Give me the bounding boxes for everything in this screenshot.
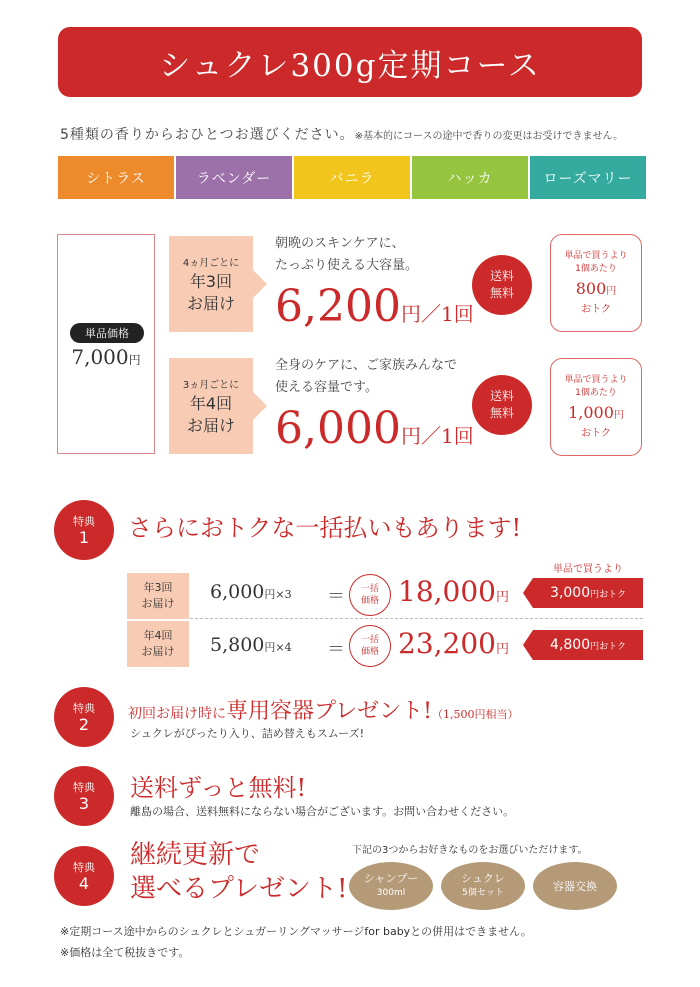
perk-3-badge: 特典 3	[54, 766, 114, 826]
plan-2-description: 全身のケアに、ご家族みんなで 使える容量です。	[275, 358, 458, 395]
intro-main: 5種類の香りからおひとつお選びください。	[60, 127, 355, 143]
lump-row-1-label: 年3回 お届け	[127, 573, 189, 619]
gift-sucre-set[interactable]: シュクレ 5個セット	[441, 862, 525, 910]
plan-1-description: 朝晩のスキンケアに、 たっぷり使える大容量。	[275, 236, 419, 273]
perk-2-subtext: シュクレがぴったり入り、詰め替えもスムーズ!	[130, 727, 365, 740]
lump-row-1-total: 18,000円	[398, 575, 509, 608]
plan-2-freq-small: 3ヵ月ごとに	[182, 379, 240, 391]
intro-text	[60, 124, 623, 144]
plan-1-freq-small: 4ヵ月ごとに	[182, 257, 240, 269]
plan-2-savings-box: 単品で買うより 1個あたり 1,000円 おトク	[550, 358, 642, 456]
gift-intro: 下記の3つからお好きなものをお選びいただけます。	[352, 845, 588, 856]
lump-row-1-equals: ＝	[327, 586, 345, 607]
lump-row-1-unit-price: 6,000円×3	[210, 581, 292, 603]
perk-3-subtext: 離島の場合、送料無料にならない場合がございます。お問い合わせください。	[130, 805, 515, 818]
plan-1-savings-box: 単品で買うより 1個あたり 800円 おトク	[550, 234, 642, 332]
footer-note-2: ※価格は全て税抜きです。	[60, 946, 190, 959]
lump-row-1-savings: 3,000 円おトク	[533, 578, 643, 608]
lump-sum-note: 単品で買うより	[553, 564, 623, 575]
single-price-box	[57, 234, 155, 454]
scent-vanilla[interactable]: バニラ	[294, 156, 410, 199]
lump-row-2-circle: 一括 価格	[349, 625, 391, 667]
perk-2-title: 初回お届け時に専用容器プレゼント!（1,500円相当）	[128, 699, 519, 724]
perk-2-badge: 特典 2	[54, 687, 114, 747]
plan-2-free-shipping-badge: 送料 無料	[472, 375, 532, 435]
plan-1-free-shipping-badge: 送料 無料	[472, 255, 532, 315]
plan-2-freq-line2: お届け	[186, 415, 235, 435]
plan-1-freq-line1: 年3回	[189, 271, 233, 291]
gift-shampoo[interactable]: シャンプー 300ml	[349, 862, 433, 910]
plan-1-price: 6,200円／1回	[275, 281, 474, 332]
plan-1-freq-line2: お届け	[186, 293, 235, 313]
perk-1-badge: 特典 1	[54, 500, 114, 560]
perk-4-badge: 特典 4	[54, 846, 114, 906]
lump-row-2-savings: 4,800 円おトク	[533, 630, 643, 660]
plan-1-frequency	[169, 236, 253, 332]
lump-row-2-total: 23,200円	[398, 627, 509, 660]
lump-divider	[190, 618, 643, 619]
footer-note-1: ※定期コース途中からのシュクレとシュガーリングマッサージfor babyとの併用はできません。	[60, 925, 532, 938]
scent-options	[58, 156, 646, 199]
lump-row-2-unit-price: 5,800円×4	[210, 634, 292, 656]
lump-row-2-equals: ＝	[327, 639, 345, 660]
gift-container-exchange[interactable]: 容器交換	[533, 862, 617, 910]
lump-row-1-circle: 一括 価格	[349, 574, 391, 616]
scent-mint[interactable]: ハッカ	[412, 156, 528, 199]
single-price-value: 7,000円	[71, 345, 141, 369]
perk-3-title: 送料ずっと無料!	[130, 774, 307, 802]
scent-rosemary[interactable]: ローズマリー	[530, 156, 646, 199]
plan-2-price: 6,000円／1回	[275, 403, 474, 454]
scent-citrus[interactable]: シトラス	[58, 156, 174, 199]
plan-2-freq-line1: 年4回	[189, 393, 233, 413]
perk-1-title: さらにおトクな一括払いもあります!	[128, 514, 522, 542]
plan-2-frequency	[169, 358, 253, 454]
intro-note: ※基本的にコースの途中で香りの変更はお受けできません。	[354, 131, 624, 142]
lump-row-2-label: 年4回 お届け	[127, 621, 189, 667]
perk-4-title: 継続更新で 選べるプレゼント!	[130, 840, 348, 904]
single-price-tag: 単品価格	[70, 323, 144, 343]
scent-lavender[interactable]: ラベンダー	[176, 156, 292, 199]
page-title: シュクレ300g定期コース	[58, 27, 642, 97]
